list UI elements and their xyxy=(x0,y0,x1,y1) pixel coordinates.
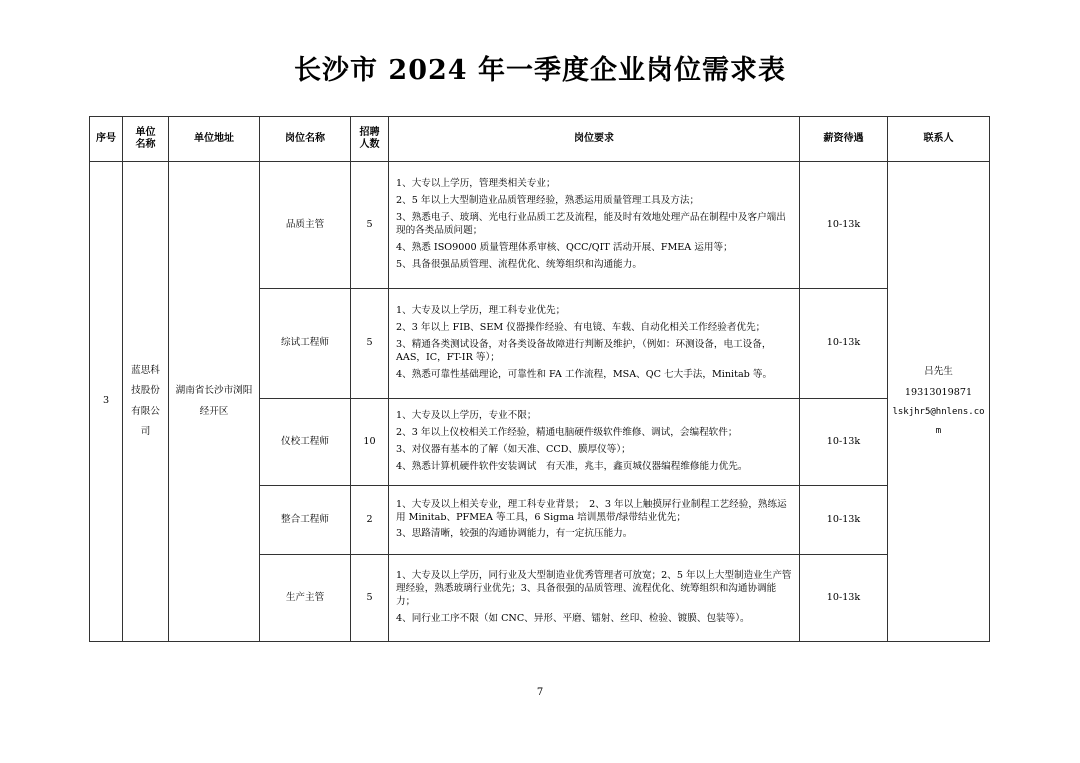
job-title: 品质主管 xyxy=(260,162,351,289)
table-row xyxy=(90,162,990,289)
requirement-line: 2、3 年以上仪校相关工作经验，精通电脑硬件级软件维修、调试，会编程软件； xyxy=(396,427,738,439)
contact-phone: 19313019871 xyxy=(904,386,973,398)
requirement-line: 5、具备很强品质管理、流程优化、统筹组织和沟通能力。 xyxy=(396,258,642,270)
job-count: 5 xyxy=(351,555,389,642)
requirement-line: 1、大专及以上学历，专业不限； xyxy=(396,410,537,422)
job-count: 2 xyxy=(351,486,389,555)
requirement-line: 1、大专及以上学历，同行业及大型制造业优秀管理者可放宽；2、5 年以上大型制造业生产管理经验，熟悉玻璃行业优先；3、具备很强的品质管理、流程优化、统筹组织和沟通协调能力； xyxy=(396,570,792,607)
page-title: 长沙市 2024 年一季度企业岗位需求表 xyxy=(294,55,786,86)
job-title: 综试工程师 xyxy=(260,289,351,399)
requirement-line: 3、精通各类测试设备，对各类设备故障进行判断及维护，（例如：环测设备，电工设备，AAS，IC，FT-IR 等）； xyxy=(396,339,772,363)
requirement-line: 2、5 年以上大型制造业品质管理经验，熟悉运用质量管理工具及方法； xyxy=(396,195,700,207)
requirement-line: 4、同行业工序不限（如 CNC、异形、平磨、镭射、丝印、检验、镀膜、包装等）。 xyxy=(396,612,750,624)
job-title: 整合工程师 xyxy=(260,486,351,555)
job-requirements xyxy=(389,399,800,486)
header-salary: 薪资待遇 xyxy=(800,117,888,162)
header-index: 序号 xyxy=(90,117,123,162)
requirement-line: 1、大专及以上学历，理工科专业优先； xyxy=(396,305,566,317)
header-address: 单位地址 xyxy=(169,117,260,162)
requirement-line: 4、熟悉 ISO9000 质量管理体系审核、QCC/QIT 活动开展、FMEA 运用等； xyxy=(396,241,733,253)
job-requirements xyxy=(389,162,800,289)
contact-email: lskjhr5@hnlens.com xyxy=(892,406,985,436)
entry-address: 湖南省长沙市浏阳经开区 xyxy=(169,162,260,642)
header-requirements: 岗位要求 xyxy=(389,117,800,162)
requirement-line: 1、大专及以上相关专业，理工科专业背景； 2、3 年以上触摸屏行业制程工艺经验，熟练运用 Minitab、PFMEA 等工具，6 Sigma 培训黑带/绿带结业优先； xyxy=(396,498,787,523)
job-count: 5 xyxy=(351,289,389,399)
requirement-line: 2、3 年以上 FIB、SEM 仪器操作经验、有电镜、车载、自动化相关工作经验者优先； xyxy=(396,322,766,334)
page-number: 7 xyxy=(536,687,544,698)
job-salary: 10-13k xyxy=(800,486,888,555)
job-title: 仪校工程师 xyxy=(260,399,351,486)
entry-contact xyxy=(888,162,990,642)
contact-name: 吕先生 xyxy=(924,366,953,378)
header-contact: 联系人 xyxy=(888,117,990,162)
header-position: 岗位名称 xyxy=(260,117,351,162)
entry-company: 蓝思科技股份有限公司 xyxy=(123,162,169,642)
header-company: 单位 名称 xyxy=(123,117,169,162)
requirement-line: 3、思路清晰，较强的沟通协调能力，有一定抗压能力。 xyxy=(396,528,633,540)
job-requirements xyxy=(389,555,800,642)
entry-index: 3 xyxy=(90,162,123,642)
job-salary: 10-13k xyxy=(800,399,888,486)
job-title: 生产主管 xyxy=(260,555,351,642)
job-count: 10 xyxy=(351,399,389,486)
job-salary: 10-13k xyxy=(800,555,888,642)
requirement-line: 4、熟悉计算机硬件软件安装调试 有天准，兆丰，鑫页城仪器编程维修能力优先。 xyxy=(396,460,748,472)
requirement-line: 3、熟悉电子、玻璃、光电行业品质工艺及流程，能及时有效地处理产品在制程中及客户端出现的各类品质问题； xyxy=(396,212,786,236)
job-salary: 10-13k xyxy=(800,162,888,289)
requirement-line: 4、熟悉可靠性基础理论，可靠性和 FA 工作流程，MSA、QC 七大手法，Minitab 等。 xyxy=(396,368,773,380)
requirement-line: 1、大专以上学历，管理类相关专业； xyxy=(396,178,556,190)
requirement-line: 3、对仪器有基本的了解（如天准、CCD、膜厚仪等）； xyxy=(396,444,631,455)
job-requirements xyxy=(389,486,800,555)
header-count: 招聘 人数 xyxy=(351,117,389,162)
job-requirements xyxy=(389,289,800,399)
job-salary: 10-13k xyxy=(800,289,888,399)
job-requirements-table xyxy=(89,116,990,642)
job-count: 5 xyxy=(351,162,389,289)
table-header-row xyxy=(90,117,990,162)
